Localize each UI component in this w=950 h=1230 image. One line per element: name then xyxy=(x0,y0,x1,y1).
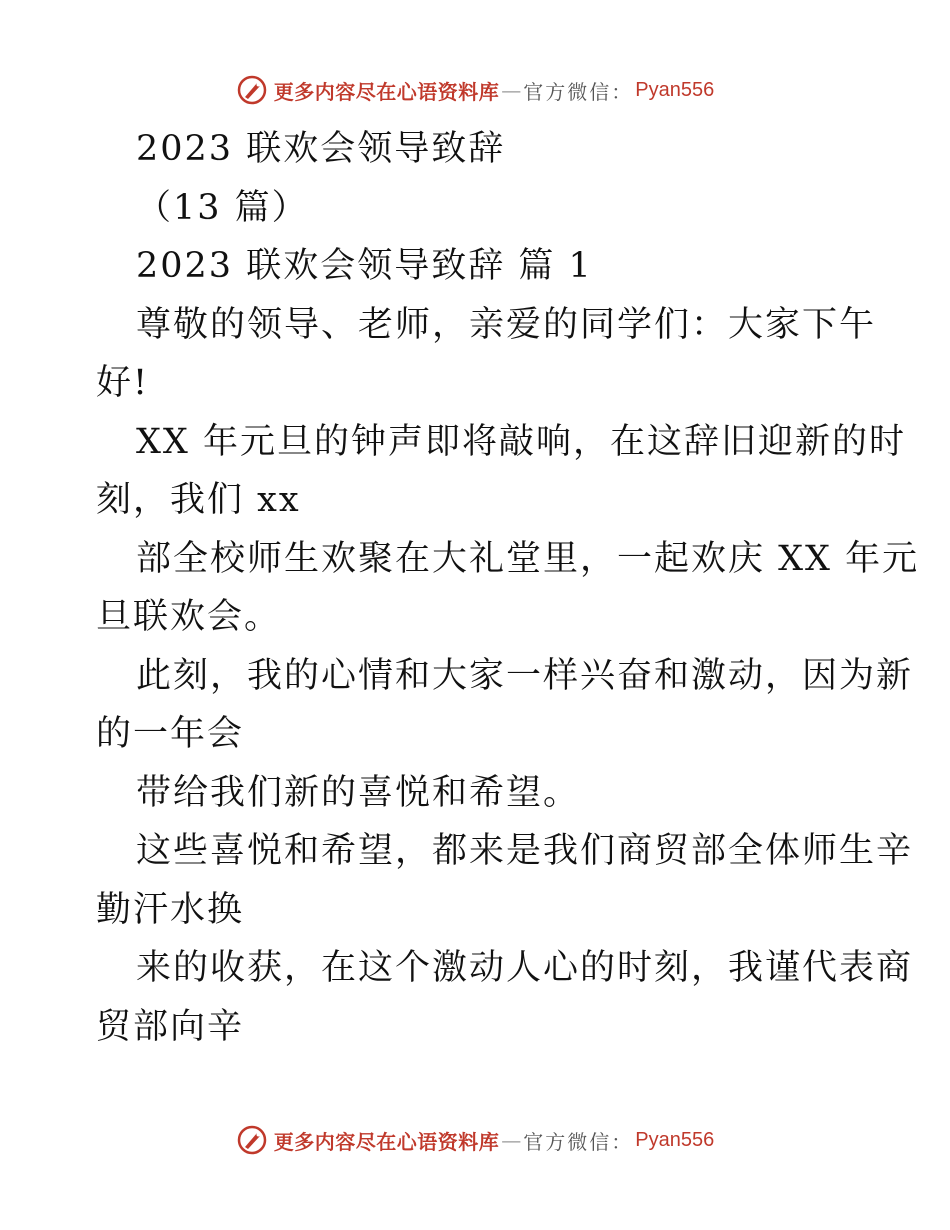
banner-wechat-id: Pyan556 xyxy=(635,78,715,101)
text-line: XX 年元旦的钟声即将敲响，在这辞旧迎新的时 xyxy=(136,421,906,462)
header-banner xyxy=(0,70,950,110)
footer-banner xyxy=(0,1120,950,1160)
text-line: 好! xyxy=(96,363,150,403)
section-heading: 2023 联欢会领导致辞 篇 1 xyxy=(136,246,593,286)
banner-dash: — xyxy=(501,78,522,102)
text-line: 此刻，我的心情和大家一样兴奋和激动，因为新 xyxy=(136,655,914,696)
text-line: 旦联欢会。 xyxy=(96,597,282,637)
text-line: 带给我们新的喜悦和希望。 xyxy=(136,772,581,813)
banner-wechat-id: Pyan556 xyxy=(635,1128,715,1151)
document-subtitle: （13 篇） xyxy=(136,187,309,228)
text-line: 刻，我们 xx xyxy=(96,480,301,520)
text-line: 部全校师生欢聚在大礼堂里，一起欢庆 XX 年元 xyxy=(136,538,920,579)
banner-brand: 更多内容尽在心语资料库 xyxy=(273,79,500,104)
text-line: 尊敬的领导、老师，亲爱的同学们：大家下午 xyxy=(136,304,877,345)
document-title: 2023 联欢会领导致辞 xyxy=(136,129,506,169)
banner-brand: 更多内容尽在心语资料库 xyxy=(273,1129,500,1154)
text-line: 贸部向辛 xyxy=(96,1006,245,1047)
text-line: 的一年会 xyxy=(96,714,245,754)
text-line: 勤汗水换 xyxy=(96,889,245,930)
banner-dash: — xyxy=(501,1128,522,1152)
pen-logo-icon xyxy=(236,74,268,106)
document-body xyxy=(96,120,920,1056)
banner-wechat-label: 官方微信： xyxy=(523,79,634,104)
banner-wechat-label: 官方微信： xyxy=(523,1129,634,1154)
text-line: 来的收获，在这个激动人心的时刻，我谨代表商 xyxy=(136,948,914,988)
pen-logo-icon xyxy=(236,1124,268,1156)
text-line: 这些喜悦和希望，都来是我们商贸部全体师生辛 xyxy=(136,831,914,871)
